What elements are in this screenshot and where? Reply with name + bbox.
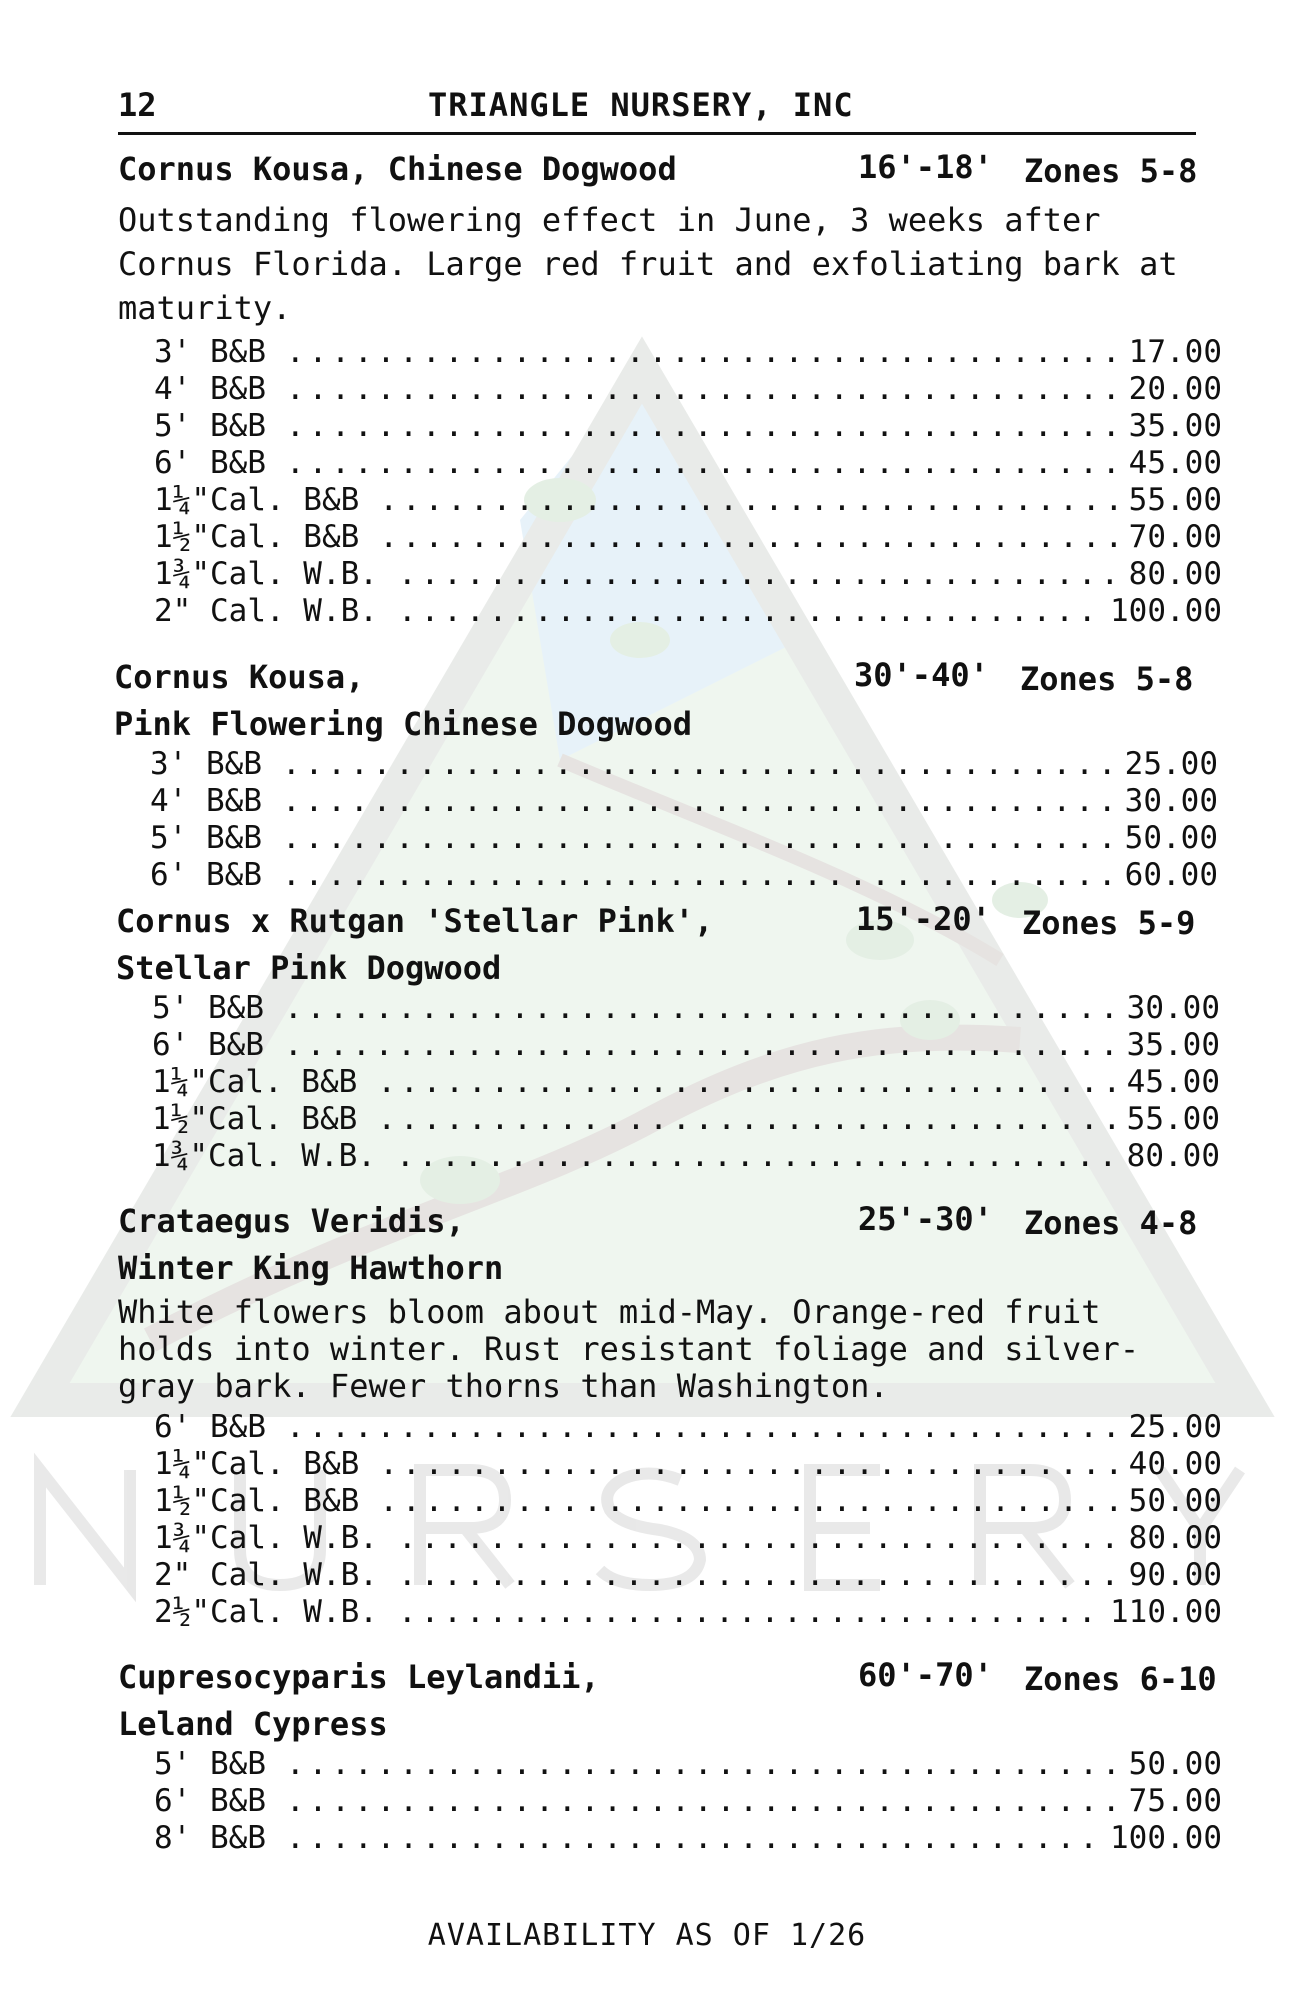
size-label: 5' B&B <box>150 820 262 856</box>
plant-name: Cornus Kousa, <box>114 658 365 696</box>
plant-height: 15'-20' <box>856 900 991 938</box>
size-label: 3' B&B <box>154 334 266 370</box>
size-label: 1½"Cal. B&B <box>154 519 360 555</box>
page-number: 12 <box>118 86 157 124</box>
size-label: 2½"Cal. W.B. <box>154 1594 378 1630</box>
price-value: 60.00 <box>1124 857 1218 893</box>
price-row <box>154 519 1222 556</box>
price-list <box>154 334 1222 630</box>
size-label: 3' B&B <box>150 746 262 782</box>
size-label: 5' B&B <box>154 1746 266 1782</box>
size-label: 8' B&B <box>154 1820 266 1856</box>
price-row <box>154 1746 1222 1783</box>
price-value: 30.00 <box>1126 990 1220 1026</box>
price-row <box>154 593 1222 630</box>
price-row <box>152 990 1220 1027</box>
plant-height: 16'-18' <box>858 148 993 186</box>
size-label: 2" Cal. W.B. <box>154 593 378 629</box>
price-value: 30.00 <box>1124 783 1218 819</box>
price-value: 70.00 <box>1128 519 1222 555</box>
price-list <box>154 1409 1222 1631</box>
price-row <box>152 1027 1220 1064</box>
size-label: 1½"Cal. B&B <box>152 1101 358 1137</box>
plant-entry-winter-king-hawthorn <box>118 1202 1238 1631</box>
price-row <box>154 482 1222 519</box>
price-value: 35.00 <box>1126 1027 1220 1063</box>
price-row <box>154 1783 1222 1820</box>
plant-zones: Zones 5-8 <box>1024 152 1198 190</box>
price-row <box>154 445 1222 482</box>
plant-name: Cornus Kousa, Chinese Dogwood <box>118 150 677 188</box>
price-list <box>154 1746 1222 1857</box>
plant-entry-cornus-kousa-pink <box>114 658 1234 894</box>
price-value: 100.00 <box>1110 1820 1222 1856</box>
price-value: 55.00 <box>1128 482 1222 518</box>
plant-name: Cupresocyparis Leylandii, <box>118 1658 600 1696</box>
price-value: 25.00 <box>1124 746 1218 782</box>
plant-description: Outstanding flowering effect in June, 3 weeks after Cornus Florida. Large red fruit and exfoliating bark at maturity. <box>118 201 1178 327</box>
plant-name: Cornus x Rutgan 'Stellar Pink', <box>116 902 714 940</box>
price-value: 50.00 <box>1128 1483 1222 1519</box>
size-label: 6' B&B <box>154 445 266 481</box>
price-row <box>150 820 1218 857</box>
price-value: 90.00 <box>1128 1557 1222 1593</box>
size-label: 2" Cal. W.B. <box>154 1557 378 1593</box>
price-value: 40.00 <box>1128 1446 1222 1482</box>
size-label: 1¾"Cal. W.B. <box>154 556 378 592</box>
plant-zones: Zones 4-8 <box>1024 1204 1198 1242</box>
price-value: 80.00 <box>1128 1520 1222 1556</box>
price-value: 17.00 <box>1128 334 1222 370</box>
price-list <box>150 746 1218 894</box>
size-label: 5' B&B <box>154 408 266 444</box>
size-label: 5' B&B <box>152 990 264 1026</box>
size-label: 1¾"Cal. W.B. <box>154 1520 378 1556</box>
price-value: 75.00 <box>1128 1783 1222 1819</box>
price-row <box>152 1138 1220 1175</box>
price-row <box>152 1101 1220 1138</box>
size-label: 6' B&B <box>152 1027 264 1063</box>
page-header <box>118 86 1196 135</box>
price-row <box>154 1446 1222 1483</box>
plant-name: Crataegus Veridis, <box>118 1202 465 1240</box>
size-label: 1½"Cal. B&B <box>154 1483 360 1519</box>
price-row <box>154 1820 1222 1857</box>
price-list <box>152 990 1220 1175</box>
price-value: 35.00 <box>1128 408 1222 444</box>
price-row <box>154 1483 1222 1520</box>
plant-height: 25'-30' <box>858 1200 993 1238</box>
plant-height: 60'-70' <box>858 1656 993 1694</box>
plant-common-name: Leland Cypress <box>118 1705 388 1743</box>
plant-zones: Zones 5-8 <box>1020 660 1194 698</box>
price-value: 55.00 <box>1126 1101 1220 1137</box>
size-label: 4' B&B <box>150 783 262 819</box>
size-label: 1¼"Cal. B&B <box>152 1064 358 1100</box>
price-row <box>154 371 1222 408</box>
size-label: 1¾"Cal. W.B. <box>152 1138 376 1174</box>
size-label: 6' B&B <box>154 1409 266 1445</box>
price-row <box>154 1409 1222 1446</box>
page-title: TRIANGLE NURSERY, INC <box>428 86 854 124</box>
plant-entry-cornus-kousa <box>118 150 1238 630</box>
price-value: 80.00 <box>1128 556 1222 592</box>
price-value: 110.00 <box>1110 1594 1222 1630</box>
availability-footer: AVAILABILITY AS OF 1/26 <box>427 1918 867 1953</box>
plant-common-name: Pink Flowering Chinese Dogwood <box>114 705 692 743</box>
plant-zones: Zones 6-10 <box>1024 1660 1217 1698</box>
plant-height: 30'-40' <box>854 656 989 694</box>
price-value: 100.00 <box>1110 593 1222 629</box>
size-label: 1¼"Cal. B&B <box>154 482 360 518</box>
price-row <box>154 408 1222 445</box>
price-row <box>154 1594 1222 1631</box>
price-value: 45.00 <box>1126 1064 1220 1100</box>
size-label: 1¼"Cal. B&B <box>154 1446 360 1482</box>
price-row <box>154 1557 1222 1594</box>
size-label: 4' B&B <box>154 371 266 407</box>
price-row <box>150 783 1218 820</box>
plant-common-name: Stellar Pink Dogwood <box>116 949 502 987</box>
plant-zones: Zones 5-9 <box>1022 904 1196 942</box>
price-value: 80.00 <box>1126 1138 1220 1174</box>
price-row <box>154 1520 1222 1557</box>
price-value: 50.00 <box>1124 820 1218 856</box>
plant-entry-leland-cypress <box>118 1658 1238 1857</box>
price-row <box>154 334 1222 371</box>
plant-common-name: Winter King Hawthorn <box>118 1249 504 1287</box>
price-row <box>154 556 1222 593</box>
price-value: 20.00 <box>1128 371 1222 407</box>
price-row <box>150 746 1218 783</box>
price-value: 45.00 <box>1128 445 1222 481</box>
price-row <box>150 857 1218 894</box>
size-label: 6' B&B <box>150 857 262 893</box>
price-value: 25.00 <box>1128 1409 1222 1445</box>
price-value: 50.00 <box>1128 1746 1222 1782</box>
plant-description: White flowers bloom about mid-May. Orange-red fruit holds into winter. Rust resistant foliage and silver- gray bark. Fewer thorns than Washington. <box>118 1293 1140 1405</box>
price-row <box>152 1064 1220 1101</box>
size-label: 6' B&B <box>154 1783 266 1819</box>
plant-entry-stellar-pink <box>116 902 1236 1175</box>
